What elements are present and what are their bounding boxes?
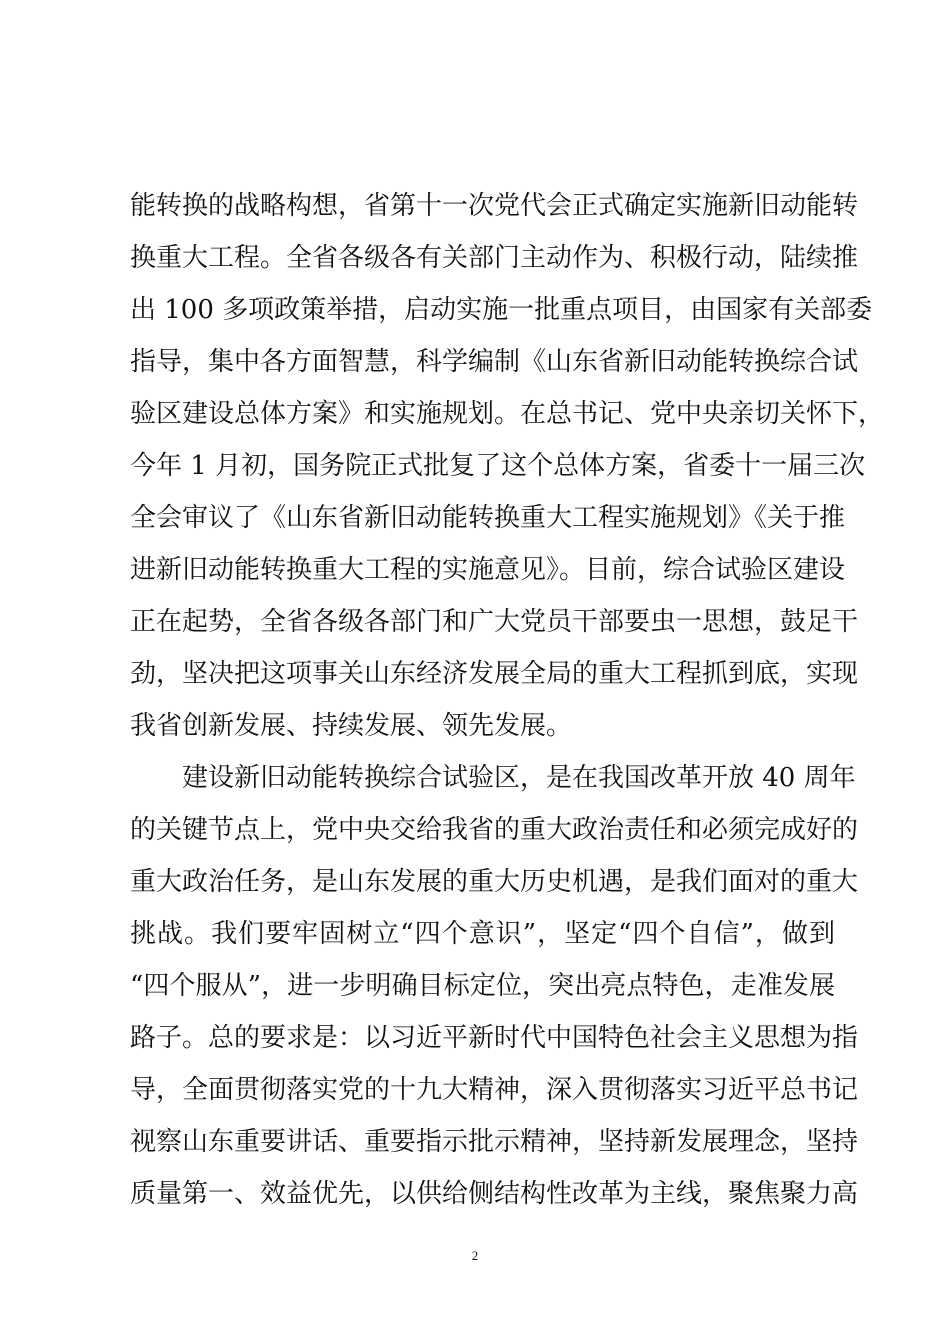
page-number: 2 bbox=[471, 1248, 479, 1263]
paragraph-first-line: 建设新旧动能转换综合试验区，是在我国改革开放 40 周年 bbox=[182, 763, 856, 793]
text-line: 验区建设总体方案》和实施规划。在总书记、党中央亲切关怀下， bbox=[130, 399, 885, 429]
paragraph-last-line: 我省创新发展、持续发展、领先发展。 bbox=[130, 711, 573, 741]
text-line: 正在起势，全省各级各部门和广大党员干部要虫一思想，鼓足干 bbox=[130, 607, 859, 637]
text-line: 进新旧动能转换重大工程的实施意见》。目前，综合试验区建设 bbox=[130, 555, 846, 585]
text-line: 劲，坚决把这项事关山东经济发展全局的重大工程抓到底，实现 bbox=[130, 659, 859, 689]
text-line: 能转换的战略构想，省第十一次党代会正式确定实施新旧动能转 bbox=[130, 191, 859, 221]
text-line: 全会审议了《山东省新旧动能转换重大工程实施规划》《关于推 bbox=[130, 503, 846, 533]
text-line: 的关键节点上，党中央交给我省的重大政治责任和必须完成好的 bbox=[130, 815, 859, 845]
text-line: 重大政治任务，是山东发展的重大历史机遇，是我们面对的重大 bbox=[130, 867, 859, 897]
text-line: 挑战。我们要牢固树立“四个意识”，坚定“四个自信”，做到 bbox=[130, 919, 835, 949]
text-line: “四个服从”，进一步明确目标定位，突出亮点特色，走准发展 bbox=[130, 971, 835, 1001]
text-line: 路子。总的要求是：以习近平新时代中国特色社会主义思想为指 bbox=[130, 1023, 859, 1053]
text-line: 出 100 多项政策举措，启动实施一批重点项目，由国家有关部委 bbox=[130, 295, 873, 325]
text-line: 指导，集中各方面智慧，科学编制《山东省新旧动能转换综合试 bbox=[130, 347, 859, 377]
text-line: 换重大工程。全省各级各有关部门主动作为、积极行动，陆续推 bbox=[130, 243, 859, 273]
text-line: 质量第一、效益优先，以供给侧结构性改革为主线，聚焦聚力高 bbox=[130, 1179, 859, 1209]
text-line: 今年 1 月初，国务院正式批复了这个总体方案，省委十一届三次 bbox=[130, 451, 866, 481]
text-line: 导，全面贯彻落实党的十九大精神，深入贯彻落实习近平总书记 bbox=[130, 1075, 859, 1105]
text-line: 视察山东重要讲话、重要指示批示精神，坚持新发展理念，坚持 bbox=[130, 1127, 859, 1157]
